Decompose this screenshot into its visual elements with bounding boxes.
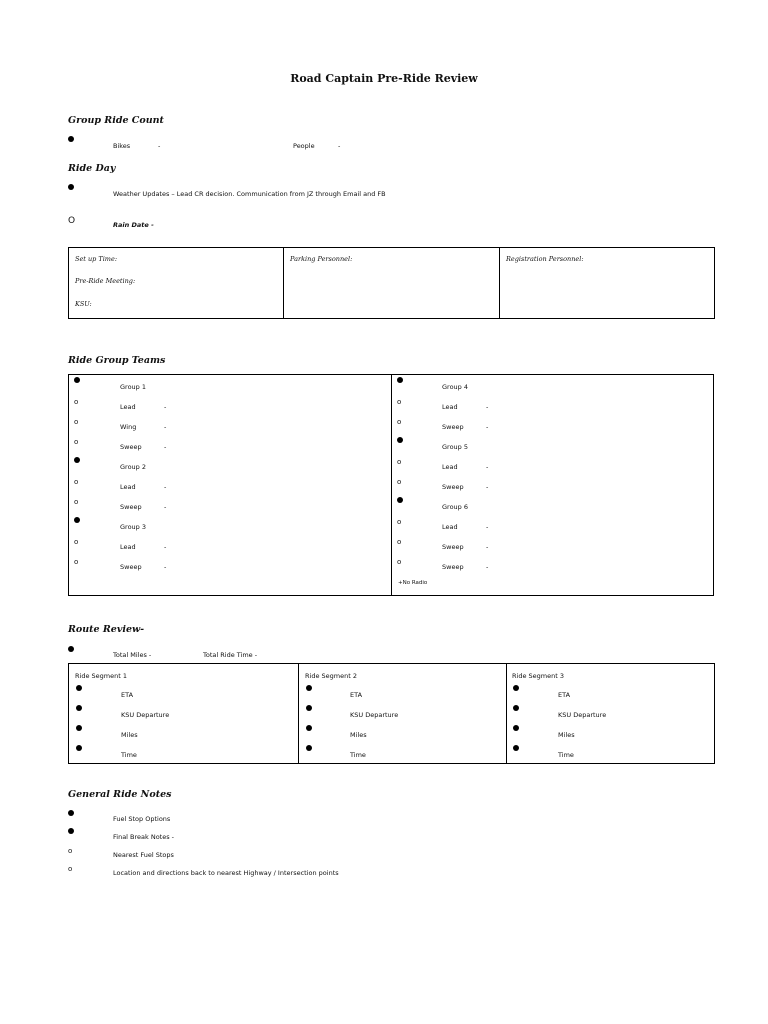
weather-updates: Weather Updates – Lead CR decision. Communication from JZ through Email and FB [113,190,386,198]
ride-day-heading: Ride Day [68,163,116,174]
bullet-icon [306,705,312,711]
bullet-icon [76,705,82,711]
bullet-icon [68,828,74,834]
team-item-label: Wing [120,423,137,431]
bullet-icon [513,685,519,691]
parking-personnel-field[interactable]: Parking Personnel: [290,255,353,263]
sub-bullet-marker: o [74,478,79,486]
segment-item: Time [558,751,574,759]
team-item-label: Sweep [442,483,464,491]
info-table [68,247,715,319]
sub-bullet-marker: o [397,558,402,566]
no-radio-note: +No Radio [398,580,428,586]
sub-bullet-marker: O [68,216,76,226]
segment-item: KSU Departure [350,711,399,719]
team-item-dash: - [486,403,489,411]
sub-bullet-marker: o [74,558,79,566]
people-dash: - [338,142,341,150]
sub-bullet-marker: o [74,538,79,546]
segment-item: Miles [558,731,575,739]
group-ride-count-heading: Group Ride Count [68,115,164,126]
segment-item: Time [350,751,366,759]
team-item-dash: - [164,423,167,431]
team-item-label: Lead [442,523,458,531]
bullet-icon [397,497,403,503]
bikes-dash: - [158,142,161,150]
bullet-icon [68,136,74,142]
sub-bullet-marker: o [74,438,79,446]
sub-bullet-marker: o [397,518,402,526]
table-divider [506,663,507,764]
team-item-label: Lead [120,483,136,491]
bullet-icon [513,705,519,711]
setup-time-field[interactable]: Set up Time: [75,255,118,263]
sub-bullet-marker: o [74,498,79,506]
table-divider [283,247,284,319]
team-item-dash: - [486,483,489,491]
bullet-icon [76,745,82,751]
people-label: People [293,142,315,150]
bullet-icon [68,810,74,816]
sub-bullet-marker: o [74,418,79,426]
table-divider [391,374,392,596]
sub-bullet-marker: o [397,398,402,406]
team-item-label: Sweep [120,443,142,451]
segment-title: Ride Segment 1 [75,672,127,680]
team-item-label: Sweep [120,563,142,571]
segment-title: Ride Segment 2 [305,672,357,680]
segment-item: ETA [558,691,571,699]
ride-group-teams-heading: Ride Group Teams [68,355,166,366]
team-item-label: Group 2 [120,463,146,471]
team-item-dash: - [486,423,489,431]
sub-bullet-marker: o [397,478,402,486]
team-item-label: Sweep [442,543,464,551]
pre-ride-meeting-field[interactable]: Pre-Ride Meeting: [75,277,136,285]
general-ride-notes-heading: General Ride Notes [68,789,172,800]
bullet-icon [306,725,312,731]
bullet-icon [513,725,519,731]
bullet-icon [306,685,312,691]
segment-title: Ride Segment 3 [512,672,564,680]
total-ride-time: Total Ride Time - [203,651,258,659]
bullet-icon [397,377,403,383]
team-item-label: Group 5 [442,443,468,451]
team-item-label: Sweep [120,503,142,511]
bullet-icon [68,184,74,190]
team-item-label: Sweep [442,423,464,431]
team-item-dash: - [164,483,167,491]
segment-item: Miles [121,731,138,739]
bullet-icon [74,377,80,383]
sub-bullet-marker: o [74,398,79,406]
sub-bullet-marker: o [397,538,402,546]
route-review-heading: Route Review- [68,624,145,635]
registration-personnel-field[interactable]: Registration Personnel: [506,255,584,263]
team-item-dash: - [164,503,167,511]
sub-bullet-marker: o [397,458,402,466]
bullet-icon [76,685,82,691]
team-item-dash: - [486,543,489,551]
table-divider [298,663,299,764]
bullet-icon [306,745,312,751]
bullet-icon [74,457,80,463]
team-item-label: Group 3 [120,523,146,531]
note-item: Fuel Stop Options [113,815,171,823]
segment-item: Miles [350,731,367,739]
team-item-label: Lead [442,463,458,471]
team-item-dash: - [164,443,167,451]
page-title: Road Captain Pre-Ride Review [290,72,478,85]
team-item-label: Group 6 [442,503,468,511]
team-item-label: Lead [120,403,136,411]
team-item-label: Lead [120,543,136,551]
sub-bullet-marker: o [68,865,73,873]
bullet-icon [397,437,403,443]
team-item-dash: - [164,403,167,411]
note-item: Nearest Fuel Stops [113,851,174,859]
team-item-label: Sweep [442,563,464,571]
sub-bullet-marker: o [397,418,402,426]
bullet-icon [68,646,74,652]
segment-item: Time [121,751,137,759]
segment-item: KSU Departure [121,711,170,719]
table-divider [499,247,500,319]
bullet-icon [74,517,80,523]
segment-item: KSU Departure [558,711,607,719]
team-item-dash: - [486,523,489,531]
team-item-label: Group 4 [442,383,468,391]
rain-date: Rain Date - [113,221,154,229]
note-item: Location and directions back to nearest Highway / Intersection points [113,869,339,877]
ksu-field[interactable]: KSU: [75,300,92,308]
team-item-dash: - [486,463,489,471]
team-item-dash: - [164,563,167,571]
bullet-icon [76,725,82,731]
team-item-label: Lead [442,403,458,411]
sub-bullet-marker: o [68,847,73,855]
total-miles: Total Miles - [113,651,152,659]
segment-item: ETA [121,691,134,699]
note-item: Final Break Notes - [113,833,175,841]
bullet-icon [513,745,519,751]
team-item-label: Group 1 [120,383,146,391]
bikes-label: Bikes [113,142,131,150]
segment-item: ETA [350,691,363,699]
team-item-dash: - [486,563,489,571]
team-item-dash: - [164,543,167,551]
